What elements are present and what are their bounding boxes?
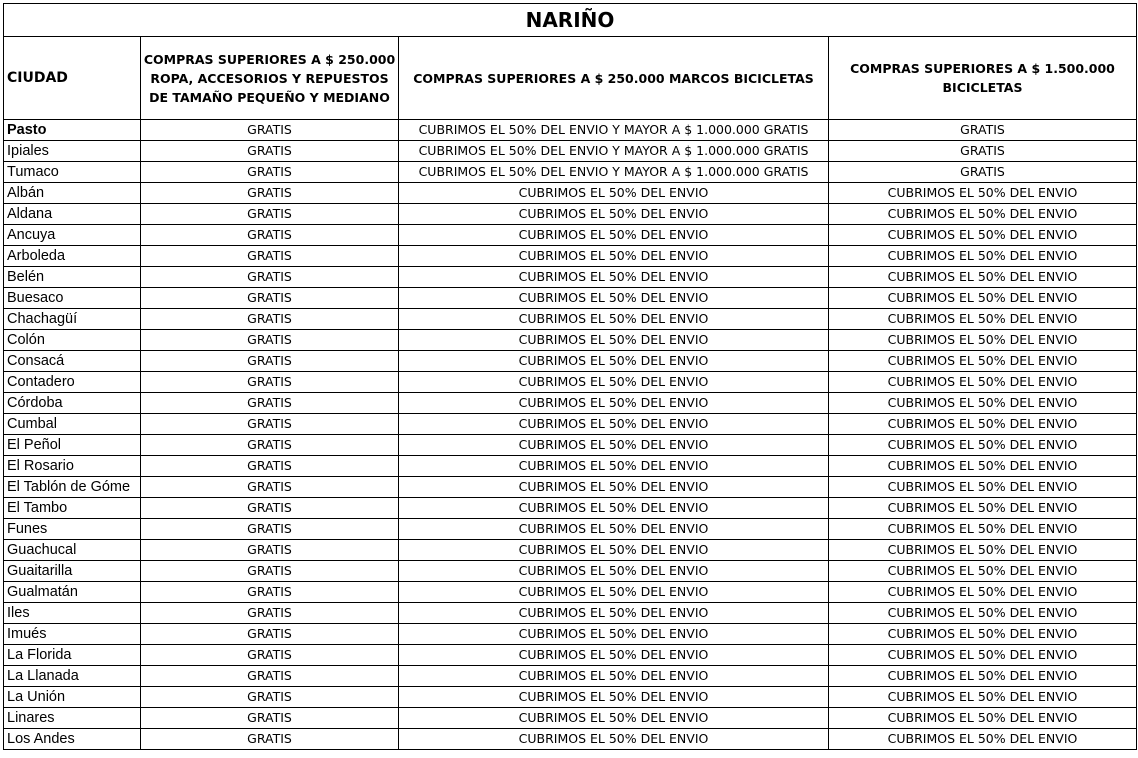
city-cell[interactable]: Ancuya	[4, 225, 141, 246]
table-row	[4, 393, 1137, 414]
bike-frames-cell[interactable]: CUBRIMOS EL 50% DEL ENVIO	[399, 183, 829, 204]
city-cell[interactable]: La Florida	[4, 645, 141, 666]
small-items-cell[interactable]: GRATIS	[141, 393, 399, 414]
bike-frames-cell[interactable]: CUBRIMOS EL 50% DEL ENVIO	[399, 582, 829, 603]
bicycles-cell[interactable]: GRATIS	[829, 162, 1137, 183]
city-cell[interactable]: Córdoba	[4, 393, 141, 414]
city-cell[interactable]: Contadero	[4, 372, 141, 393]
title-row	[4, 4, 1137, 37]
bicycles-cell[interactable]: CUBRIMOS EL 50% DEL ENVIO	[829, 435, 1137, 456]
bike-frames-cell[interactable]: CUBRIMOS EL 50% DEL ENVIO	[399, 666, 829, 687]
small-items-cell[interactable]: GRATIS	[141, 246, 399, 267]
city-cell[interactable]: Aldana	[4, 204, 141, 225]
bicycles-cell[interactable]: CUBRIMOS EL 50% DEL ENVIO	[829, 204, 1137, 225]
city-cell[interactable]: Guaitarilla	[4, 561, 141, 582]
bicycles-cell[interactable]: CUBRIMOS EL 50% DEL ENVIO	[829, 519, 1137, 540]
table-row	[4, 372, 1137, 393]
table-row	[4, 183, 1137, 204]
small-items-cell[interactable]: GRATIS	[141, 309, 399, 330]
city-cell[interactable]: Arboleda	[4, 246, 141, 267]
small-items-cell[interactable]: GRATIS	[141, 645, 399, 666]
bike-frames-cell[interactable]: CUBRIMOS EL 50% DEL ENVIO Y MAYOR A $ 1.000.000 GRATIS	[399, 120, 829, 141]
small-items-cell[interactable]: GRATIS	[141, 624, 399, 645]
table-row	[4, 666, 1137, 687]
city-cell[interactable]: El Tambo	[4, 498, 141, 519]
table-row	[4, 351, 1137, 372]
table-row	[4, 288, 1137, 309]
bike-frames-cell[interactable]: CUBRIMOS EL 50% DEL ENVIO	[399, 561, 829, 582]
bike-frames-cell[interactable]: CUBRIMOS EL 50% DEL ENVIO	[399, 246, 829, 267]
bike-frames-cell[interactable]: CUBRIMOS EL 50% DEL ENVIO	[399, 330, 829, 351]
bicycles-cell[interactable]: GRATIS	[829, 141, 1137, 162]
city-cell[interactable]: Cumbal	[4, 414, 141, 435]
small-items-cell[interactable]: GRATIS	[141, 267, 399, 288]
city-cell[interactable]: El Tablón de Góme	[4, 477, 141, 498]
bike-frames-cell[interactable]: CUBRIMOS EL 50% DEL ENVIO	[399, 624, 829, 645]
header-small-items[interactable]: COMPRAS SUPERIORES A $ 250.000 ROPA, ACCESORIOS Y REPUESTOS DE TAMAÑO PEQUEÑO Y MEDIANO	[141, 37, 399, 120]
small-items-cell[interactable]: GRATIS	[141, 456, 399, 477]
table-row	[4, 162, 1137, 183]
city-cell[interactable]: Pasto	[4, 120, 141, 141]
table-row	[4, 708, 1137, 729]
bicycles-cell[interactable]: CUBRIMOS EL 50% DEL ENVIO	[829, 309, 1137, 330]
table-row	[4, 225, 1137, 246]
city-cell[interactable]: El Rosario	[4, 456, 141, 477]
small-items-cell[interactable]: GRATIS	[141, 729, 399, 750]
bicycles-cell[interactable]: CUBRIMOS EL 50% DEL ENVIO	[829, 645, 1137, 666]
bicycles-cell[interactable]: CUBRIMOS EL 50% DEL ENVIO	[829, 603, 1137, 624]
table-row	[4, 561, 1137, 582]
small-items-cell[interactable]: GRATIS	[141, 498, 399, 519]
table-row	[4, 477, 1137, 498]
sheet-title[interactable]: NARIÑO	[4, 4, 1137, 37]
bicycles-cell[interactable]: CUBRIMOS EL 50% DEL ENVIO	[829, 267, 1137, 288]
city-cell[interactable]: Tumaco	[4, 162, 141, 183]
small-items-cell[interactable]: GRATIS	[141, 183, 399, 204]
table-row	[4, 603, 1137, 624]
city-cell[interactable]: Funes	[4, 519, 141, 540]
small-items-cell[interactable]: GRATIS	[141, 120, 399, 141]
table-row	[4, 267, 1137, 288]
city-cell[interactable]: Consacá	[4, 351, 141, 372]
bike-frames-cell[interactable]: CUBRIMOS EL 50% DEL ENVIO	[399, 540, 829, 561]
header-bicycles[interactable]: COMPRAS SUPERIORES A $ 1.500.000 BICICLETAS	[829, 37, 1137, 120]
bicycles-cell[interactable]: CUBRIMOS EL 50% DEL ENVIO	[829, 498, 1137, 519]
city-cell[interactable]: Ipiales	[4, 141, 141, 162]
table-row	[4, 456, 1137, 477]
small-items-cell[interactable]: GRATIS	[141, 351, 399, 372]
table-row	[4, 645, 1137, 666]
bicycles-cell[interactable]: CUBRIMOS EL 50% DEL ENVIO	[829, 561, 1137, 582]
city-cell[interactable]: Chachagüí	[4, 309, 141, 330]
bicycles-cell[interactable]: CUBRIMOS EL 50% DEL ENVIO	[829, 477, 1137, 498]
table-row	[4, 141, 1137, 162]
bike-frames-cell[interactable]: CUBRIMOS EL 50% DEL ENVIO Y MAYOR A $ 1.000.000 GRATIS	[399, 162, 829, 183]
small-items-cell[interactable]: GRATIS	[141, 225, 399, 246]
city-cell[interactable]: Linares	[4, 708, 141, 729]
bicycles-cell[interactable]: GRATIS	[829, 120, 1137, 141]
bicycles-cell[interactable]: CUBRIMOS EL 50% DEL ENVIO	[829, 540, 1137, 561]
small-items-cell[interactable]: GRATIS	[141, 561, 399, 582]
header-city[interactable]: CIUDAD	[4, 37, 141, 120]
bike-frames-cell[interactable]: CUBRIMOS EL 50% DEL ENVIO	[399, 414, 829, 435]
small-items-cell[interactable]: GRATIS	[141, 477, 399, 498]
bike-frames-cell[interactable]: CUBRIMOS EL 50% DEL ENVIO	[399, 372, 829, 393]
header-bike-frames[interactable]: COMPRAS SUPERIORES A $ 250.000 MARCOS BICICLETAS	[399, 37, 829, 120]
table-row	[4, 414, 1137, 435]
small-items-cell[interactable]: GRATIS	[141, 141, 399, 162]
bicycles-cell[interactable]: CUBRIMOS EL 50% DEL ENVIO	[829, 624, 1137, 645]
bicycles-cell[interactable]: CUBRIMOS EL 50% DEL ENVIO	[829, 330, 1137, 351]
bicycles-cell[interactable]: CUBRIMOS EL 50% DEL ENVIO	[829, 183, 1137, 204]
bike-frames-cell[interactable]: CUBRIMOS EL 50% DEL ENVIO	[399, 729, 829, 750]
table-row	[4, 120, 1137, 141]
small-items-cell[interactable]: GRATIS	[141, 519, 399, 540]
small-items-cell[interactable]: GRATIS	[141, 288, 399, 309]
table-row	[4, 687, 1137, 708]
city-cell[interactable]: Belén	[4, 267, 141, 288]
small-items-cell[interactable]: GRATIS	[141, 330, 399, 351]
bike-frames-cell[interactable]: CUBRIMOS EL 50% DEL ENVIO	[399, 393, 829, 414]
bicycles-cell[interactable]: CUBRIMOS EL 50% DEL ENVIO	[829, 456, 1137, 477]
table-row	[4, 204, 1137, 225]
bike-frames-cell[interactable]: CUBRIMOS EL 50% DEL ENVIO	[399, 267, 829, 288]
small-items-cell[interactable]: GRATIS	[141, 708, 399, 729]
city-cell[interactable]: Guachucal	[4, 540, 141, 561]
small-items-cell[interactable]: GRATIS	[141, 540, 399, 561]
small-items-cell[interactable]: GRATIS	[141, 372, 399, 393]
bicycles-cell[interactable]: CUBRIMOS EL 50% DEL ENVIO	[829, 372, 1137, 393]
bicycles-cell[interactable]: CUBRIMOS EL 50% DEL ENVIO	[829, 687, 1137, 708]
bicycles-cell[interactable]: CUBRIMOS EL 50% DEL ENVIO	[829, 414, 1137, 435]
bike-frames-cell[interactable]: CUBRIMOS EL 50% DEL ENVIO Y MAYOR A $ 1.000.000 GRATIS	[399, 141, 829, 162]
bike-frames-cell[interactable]: CUBRIMOS EL 50% DEL ENVIO	[399, 204, 829, 225]
small-items-cell[interactable]: GRATIS	[141, 687, 399, 708]
header-row	[4, 37, 1137, 120]
shipping-table	[3, 3, 1137, 750]
table-row	[4, 540, 1137, 561]
city-cell[interactable]: La Llanada	[4, 666, 141, 687]
bicycles-cell[interactable]: CUBRIMOS EL 50% DEL ENVIO	[829, 393, 1137, 414]
bike-frames-cell[interactable]: CUBRIMOS EL 50% DEL ENVIO	[399, 498, 829, 519]
small-items-cell[interactable]: GRATIS	[141, 204, 399, 225]
table-row	[4, 498, 1137, 519]
bicycles-cell[interactable]: CUBRIMOS EL 50% DEL ENVIO	[829, 225, 1137, 246]
table-row	[4, 624, 1137, 645]
bicycles-cell[interactable]: CUBRIMOS EL 50% DEL ENVIO	[829, 246, 1137, 267]
city-cell[interactable]: Colón	[4, 330, 141, 351]
bike-frames-cell[interactable]: CUBRIMOS EL 50% DEL ENVIO	[399, 603, 829, 624]
city-cell[interactable]: Imués	[4, 624, 141, 645]
bicycles-cell[interactable]: CUBRIMOS EL 50% DEL ENVIO	[829, 288, 1137, 309]
table-row	[4, 582, 1137, 603]
bicycles-cell[interactable]: CUBRIMOS EL 50% DEL ENVIO	[829, 666, 1137, 687]
city-cell[interactable]: Albán	[4, 183, 141, 204]
bike-frames-cell[interactable]: CUBRIMOS EL 50% DEL ENVIO	[399, 309, 829, 330]
table-row	[4, 330, 1137, 351]
bicycles-cell[interactable]: CUBRIMOS EL 50% DEL ENVIO	[829, 582, 1137, 603]
city-cell[interactable]: La Unión	[4, 687, 141, 708]
bicycles-cell[interactable]: CUBRIMOS EL 50% DEL ENVIO	[829, 351, 1137, 372]
bike-frames-cell[interactable]: CUBRIMOS EL 50% DEL ENVIO	[399, 645, 829, 666]
table-row	[4, 729, 1137, 750]
table-row	[4, 309, 1137, 330]
small-items-cell[interactable]: GRATIS	[141, 666, 399, 687]
bike-frames-cell[interactable]: CUBRIMOS EL 50% DEL ENVIO	[399, 519, 829, 540]
small-items-cell[interactable]: GRATIS	[141, 582, 399, 603]
bicycles-cell[interactable]: CUBRIMOS EL 50% DEL ENVIO	[829, 729, 1137, 750]
city-cell[interactable]: Iles	[4, 603, 141, 624]
bike-frames-cell[interactable]: CUBRIMOS EL 50% DEL ENVIO	[399, 477, 829, 498]
bike-frames-cell[interactable]: CUBRIMOS EL 50% DEL ENVIO	[399, 225, 829, 246]
city-cell[interactable]: Buesaco	[4, 288, 141, 309]
bike-frames-cell[interactable]: CUBRIMOS EL 50% DEL ENVIO	[399, 708, 829, 729]
table-row	[4, 435, 1137, 456]
bike-frames-cell[interactable]: CUBRIMOS EL 50% DEL ENVIO	[399, 288, 829, 309]
table-row	[4, 519, 1137, 540]
bike-frames-cell[interactable]: CUBRIMOS EL 50% DEL ENVIO	[399, 456, 829, 477]
city-cell[interactable]: El Peñol	[4, 435, 141, 456]
table-row	[4, 246, 1137, 267]
bicycles-cell[interactable]: CUBRIMOS EL 50% DEL ENVIO	[829, 708, 1137, 729]
small-items-cell[interactable]: GRATIS	[141, 162, 399, 183]
bike-frames-cell[interactable]: CUBRIMOS EL 50% DEL ENVIO	[399, 435, 829, 456]
bike-frames-cell[interactable]: CUBRIMOS EL 50% DEL ENVIO	[399, 687, 829, 708]
small-items-cell[interactable]: GRATIS	[141, 414, 399, 435]
small-items-cell[interactable]: GRATIS	[141, 435, 399, 456]
city-cell[interactable]: Gualmatán	[4, 582, 141, 603]
bike-frames-cell[interactable]: CUBRIMOS EL 50% DEL ENVIO	[399, 351, 829, 372]
city-cell[interactable]: Los Andes	[4, 729, 141, 750]
small-items-cell[interactable]: GRATIS	[141, 603, 399, 624]
